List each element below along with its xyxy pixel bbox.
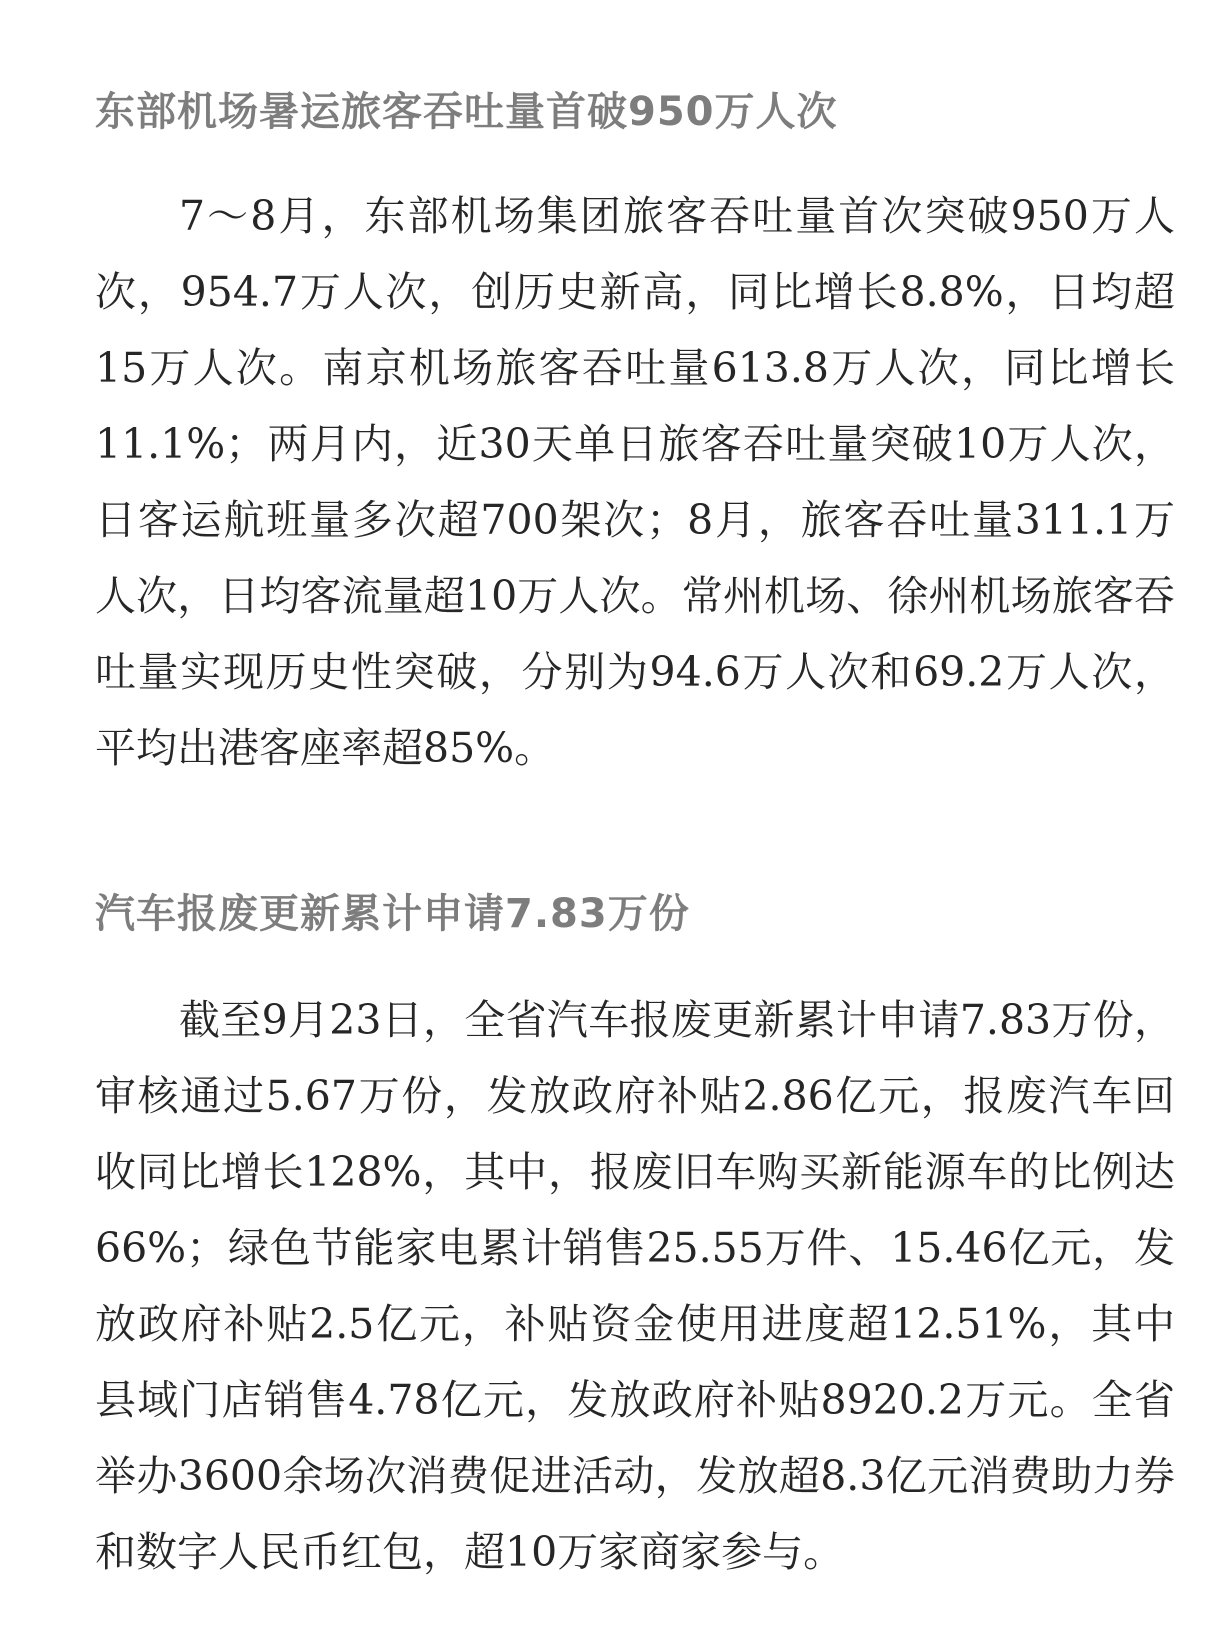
section-body-car-scrappage: 截至9月23日，全省汽车报废更新累计申请7.83万份，审核通过5.67万份，发放政府补贴2.86亿元，报废汽车回收同比增长128%，其中，报废旧车购买新能源车的比例达66%；绿色节能家电累计销售25.55万件、15.46亿元，发放政府补贴2.5亿元，补贴资金使用进度超12.51%，其中县域门店销售4.78亿元，发放政府补贴8920.2万元。全省举办3600余场次消费促进活动，发放超8.3亿元消费助力券和数字人民币红包，超10万家商家参与。 [95, 996, 1175, 1576]
section-heading-car-scrappage: 汽车报废更新累计申请7.83万份 [95, 891, 690, 937]
section-body-airport: 7～8月，东部机场集团旅客吞吐量首次突破950万人次，954.7万人次，创历史新高，同比增长8.8%，日均超15万人次。南京机场旅客吞吐量613.8万人次，同比增长11.1%；两月内，近30天单日旅客吞吐量突破10万人次，日客运航班量多次超700架次；8月，旅客吞吐量311.1万人次，日均客流量超10万人次。常州机场、徐州机场旅客吞吐量实现历史性突破，分别为94.6万人次和69.2万人次，平均出港客座率超85%。 [95, 192, 1175, 772]
section-heading-airport: 东部机场暑运旅客吞吐量首破950万人次 [95, 89, 838, 135]
